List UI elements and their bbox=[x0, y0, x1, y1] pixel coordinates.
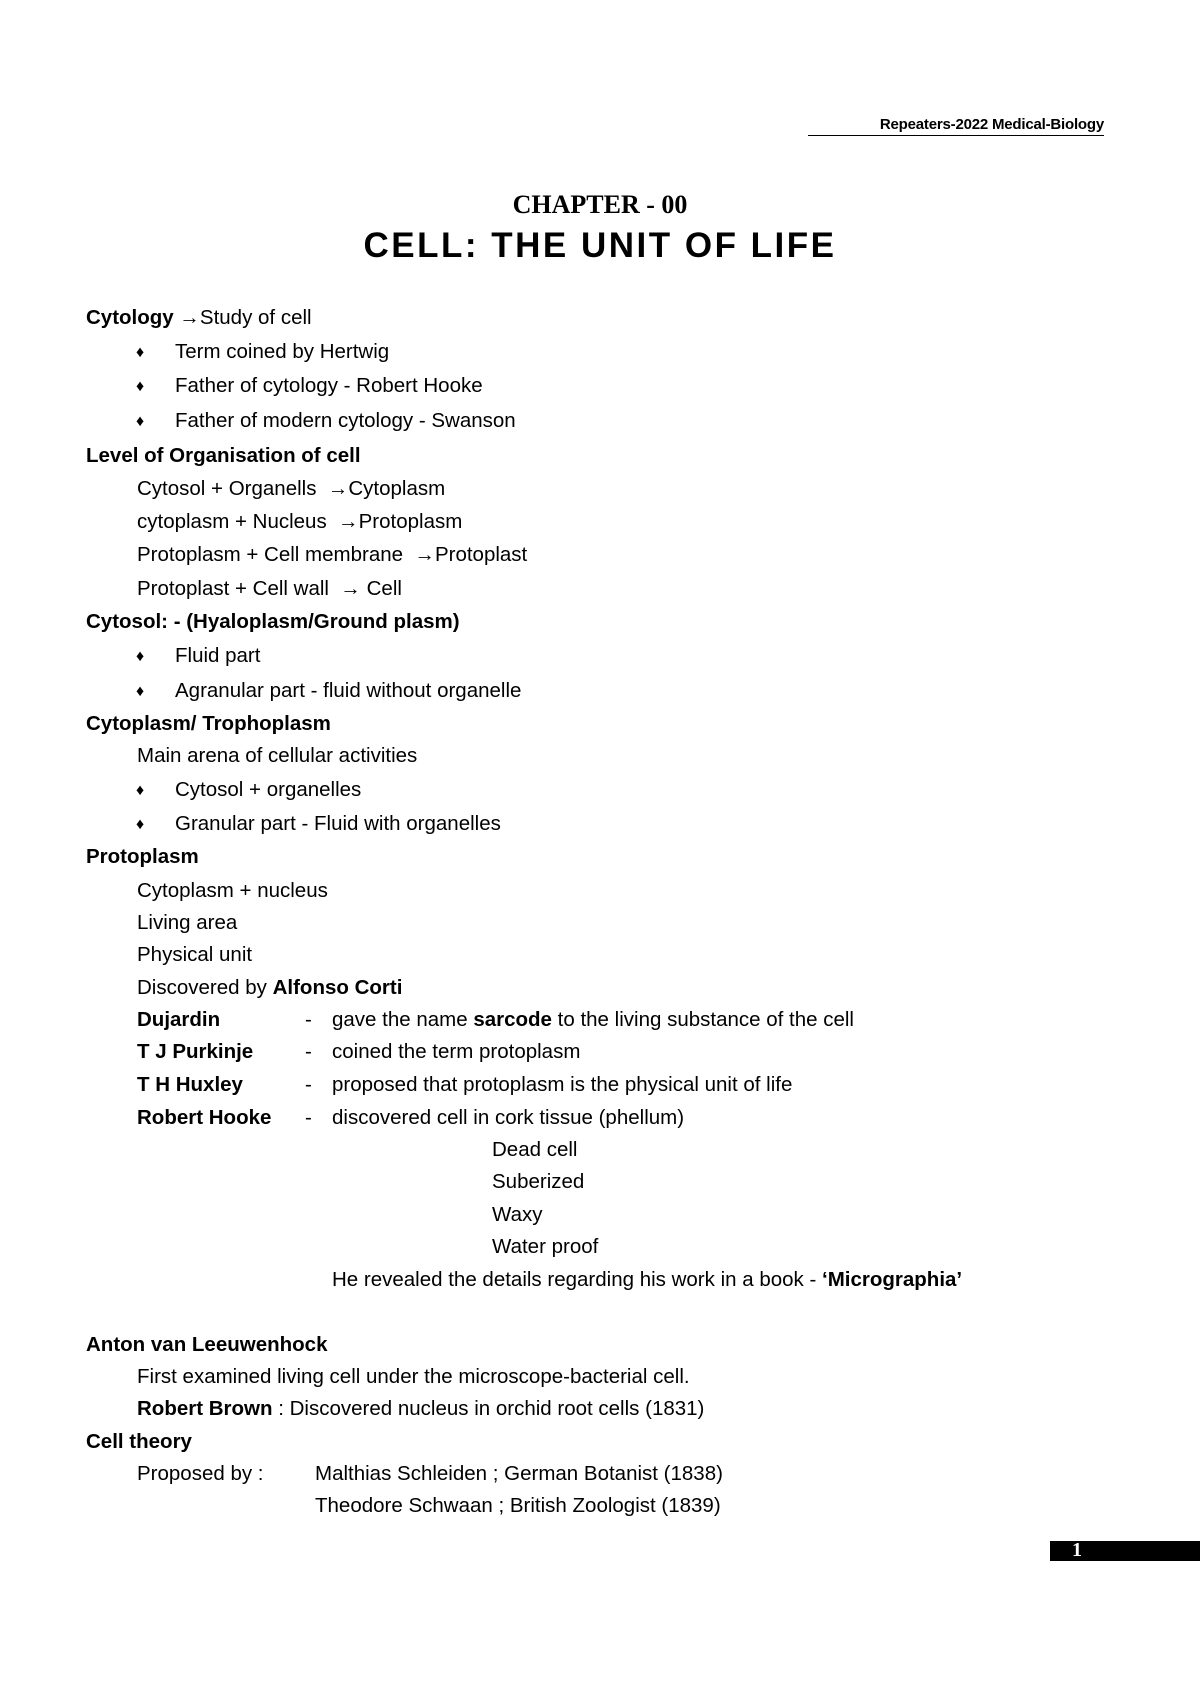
diamond-bullet-icon: ♦ bbox=[136, 683, 145, 700]
bullet-text: Cytosol + organelles bbox=[175, 778, 362, 801]
arrow-icon: → bbox=[179, 306, 200, 329]
bullet-text: Granular part - Fluid with organelles bbox=[175, 812, 501, 835]
cytology-heading: Cytology bbox=[86, 306, 174, 329]
list-item bbox=[136, 812, 501, 836]
dash-separator: - bbox=[305, 1073, 312, 1096]
scientist-name: Dujardin bbox=[137, 1008, 221, 1031]
organisation-line: cytoplasm + Nucleus →Protoplasm bbox=[137, 510, 463, 533]
cytology-line bbox=[86, 306, 312, 330]
dash-separator: - bbox=[305, 1040, 312, 1063]
list-item: Theodore Schwaan ; British Zoologist (1839) bbox=[315, 1494, 721, 1517]
section-heading: Cell theory bbox=[86, 1430, 192, 1453]
diamond-bullet-icon: ♦ bbox=[136, 378, 145, 395]
section-heading: Protoplasm bbox=[86, 845, 199, 868]
bullet-text: Fluid part bbox=[175, 644, 261, 667]
chapter-title: CELL: THE UNIT OF LIFE bbox=[363, 226, 837, 265]
book-title: ‘Micrographia’ bbox=[822, 1268, 963, 1291]
header-rule bbox=[808, 135, 1104, 136]
organisation-line: Cytosol + Organells →Cytoplasm bbox=[137, 477, 446, 500]
list-item: Malthias Schleiden ; German Botanist (1838) bbox=[315, 1462, 723, 1485]
diamond-bullet-icon: ♦ bbox=[136, 413, 145, 430]
bullet-text: Term coined by Hertwig bbox=[175, 340, 390, 363]
page-number: 1 bbox=[1072, 1539, 1082, 1561]
cytology-definition: Study of cell bbox=[199, 306, 312, 329]
scientist-description: proposed that protoplasm is the physical unit of life bbox=[332, 1073, 793, 1096]
bullet-text: Agranular part - fluid without organelle bbox=[175, 679, 522, 702]
list-item bbox=[136, 644, 261, 668]
diamond-bullet-icon: ♦ bbox=[136, 782, 145, 799]
scientist-name: T J Purkinje bbox=[137, 1040, 254, 1063]
list-item: Waxy bbox=[492, 1203, 543, 1226]
diamond-bullet-icon: ♦ bbox=[136, 816, 145, 833]
dash-separator: - bbox=[305, 1106, 312, 1129]
arrow-icon: → bbox=[338, 510, 359, 533]
micrographia-line: He revealed the details regarding his work in a book - ‘Micrographia’ bbox=[332, 1268, 963, 1291]
text-line: Living area bbox=[137, 911, 238, 934]
scientist-name: Robert Brown bbox=[137, 1397, 273, 1420]
arrow-icon: → bbox=[414, 543, 435, 566]
list-item bbox=[136, 340, 390, 364]
scientist-description: discovered cell in cork tissue (phellum) bbox=[332, 1106, 685, 1129]
scientist-description: coined the term protoplasm bbox=[332, 1040, 581, 1063]
scientist-name: Robert Hooke bbox=[137, 1106, 272, 1129]
list-item bbox=[136, 374, 483, 398]
organisation-line: Protoplasm + Cell membrane →Protoplast bbox=[137, 543, 528, 566]
text-line: Physical unit bbox=[137, 943, 253, 966]
text-line: Discovered by Alfonso Corti bbox=[137, 976, 403, 999]
section-heading: Cytosol: - (Hyaloplasm/Ground plasm) bbox=[86, 610, 460, 633]
arrow-icon: → bbox=[327, 477, 349, 500]
section-heading: Anton van Leeuwenhock bbox=[86, 1333, 328, 1356]
arrow-icon: → bbox=[340, 577, 361, 600]
list-item bbox=[136, 778, 362, 802]
text-line: Main arena of cellular activities bbox=[137, 744, 418, 767]
list-item: Dead cell bbox=[492, 1138, 578, 1161]
list-item bbox=[136, 409, 516, 433]
list-item: Water proof bbox=[492, 1235, 599, 1258]
diamond-bullet-icon: ♦ bbox=[136, 344, 145, 361]
text-line: Robert Brown : Discovered nucleus in orchid root cells (1831) bbox=[137, 1397, 705, 1420]
list-item bbox=[136, 679, 522, 703]
bullet-text: Father of cytology - Robert Hooke bbox=[175, 374, 483, 397]
section-heading: Cytoplasm/ Trophoplasm bbox=[86, 712, 331, 735]
list-item: Suberized bbox=[492, 1170, 585, 1193]
section-heading: Level of Organisation of cell bbox=[86, 444, 361, 467]
bullet-text: Father of modern cytology - Swanson bbox=[175, 409, 516, 432]
dash-separator: - bbox=[305, 1008, 312, 1031]
running-header: Repeaters-2022 Medical-Biology bbox=[879, 116, 1104, 133]
proposed-label: Proposed by : bbox=[137, 1462, 264, 1485]
scientist-name: T H Huxley bbox=[137, 1073, 243, 1096]
organisation-line: Protoplast + Cell wall → Cell bbox=[137, 577, 402, 600]
text-line: First examined living cell under the microscope-bacterial cell. bbox=[137, 1365, 690, 1388]
chapter-number: CHAPTER - 00 bbox=[512, 190, 688, 219]
scientist-description: gave the name sarcode to the living substance of the cell bbox=[332, 1008, 854, 1031]
diamond-bullet-icon: ♦ bbox=[136, 648, 145, 665]
text-line: Cytoplasm + nucleus bbox=[137, 879, 328, 902]
